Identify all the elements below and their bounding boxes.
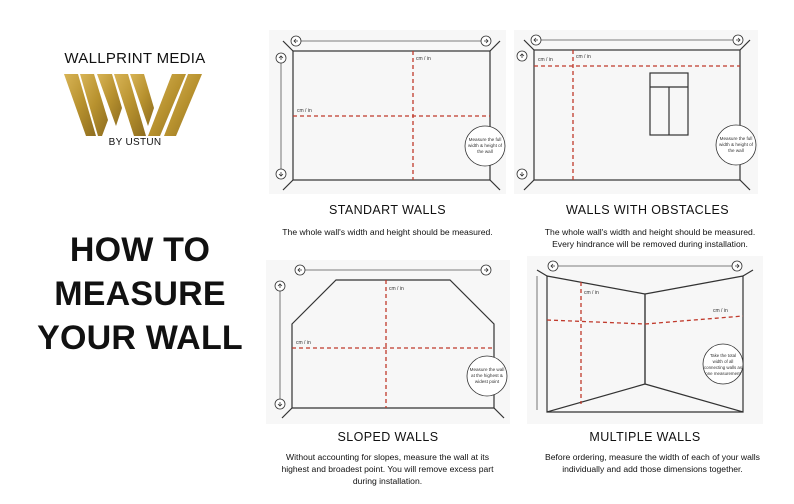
note-line: widest point: [474, 379, 500, 384]
arrow-up-icon: [517, 51, 527, 61]
panel-text-multiple: [520, 451, 785, 475]
panel-text-sloped: [255, 451, 520, 487]
arrow-left-icon: [548, 261, 558, 271]
brand-byline: BY USTUN: [108, 137, 162, 148]
panel-text-line: The whole wall's width and height should be measured.: [544, 227, 756, 237]
panel-text-line: The whole wall's width and height should be measured.: [282, 227, 493, 237]
arrow-left-icon: [295, 265, 305, 275]
width-label: cm / in: [297, 108, 312, 114]
panel-text-line: Before ordering, measure the width of each of your walls: [545, 452, 760, 462]
width-label: cm / in: [296, 340, 311, 346]
headline-line-1: HOW TO: [69, 231, 211, 269]
height-label: cm / in: [416, 56, 431, 62]
diagram-sloped-walls: [262, 258, 514, 426]
headline-line-3: YOUR WALL: [37, 319, 243, 357]
note-line: the wall: [477, 149, 493, 154]
panel-text-line: during installation.: [352, 476, 423, 486]
panel-title-multiple: MULTIPLE WALLS: [589, 430, 701, 444]
note-line: Take the total: [709, 353, 737, 358]
note-line: width & height of: [468, 143, 502, 148]
diagram-walls-with-obstacles: [510, 28, 762, 196]
width-label: cm / in: [713, 308, 728, 314]
arrow-right-icon: [732, 261, 742, 271]
headline-line-2: MEASURE: [54, 275, 226, 313]
brand-name: WALLPRINT MEDIA: [64, 50, 206, 67]
page-headline: [10, 228, 270, 360]
height-label: cm / in: [584, 290, 599, 296]
note-line: at the highest &: [471, 373, 503, 378]
arrow-right-icon: [481, 36, 491, 46]
note-line: one measurement: [705, 371, 741, 376]
panel-text-line: Without accounting for slopes, measure the wall at its: [285, 452, 489, 462]
note-line: Measure the full: [719, 136, 753, 141]
panel-text-line: highest and broadest point. You will remove excess part: [281, 464, 494, 474]
panel-text-standard: [255, 226, 520, 238]
note-line: width & height of: [719, 142, 753, 147]
note-line: Measure the full: [468, 137, 502, 142]
arrow-left-icon: [531, 35, 541, 45]
height-label: cm / in: [389, 286, 404, 292]
diagram-standard-walls: [265, 28, 510, 196]
arrow-down-icon: [275, 399, 285, 409]
panel-text-obstacles: [515, 226, 785, 250]
arrow-down-icon: [517, 169, 527, 179]
panel-text-line: Every hindrance will be removed during installation.: [552, 239, 748, 249]
arrow-up-icon: [275, 281, 285, 291]
panel-title-obstacles: WALLS WITH OBSTACLES: [566, 203, 729, 217]
note-line: Measure the wall: [469, 367, 505, 372]
panel-title-sloped: SLOPED WALLS: [337, 430, 439, 444]
note-line: width of all: [712, 359, 734, 364]
diagram-multiple-walls: [525, 254, 765, 426]
arrow-left-icon: [291, 36, 301, 46]
arrow-right-icon: [481, 265, 491, 275]
arrow-down-icon: [276, 169, 286, 179]
arrow-right-icon: [733, 35, 743, 45]
height-label: cm / in: [576, 54, 591, 60]
note-line: the wall: [728, 148, 744, 153]
width-label: cm / in: [538, 57, 553, 63]
wallprint-logo-icon: [64, 74, 204, 136]
arrow-up-icon: [276, 53, 286, 63]
note-line: connecting walls as: [703, 365, 743, 370]
panel-title-standard: STANDART WALLS: [329, 203, 446, 217]
panel-text-line: individually and add those dimensions together.: [562, 464, 743, 474]
